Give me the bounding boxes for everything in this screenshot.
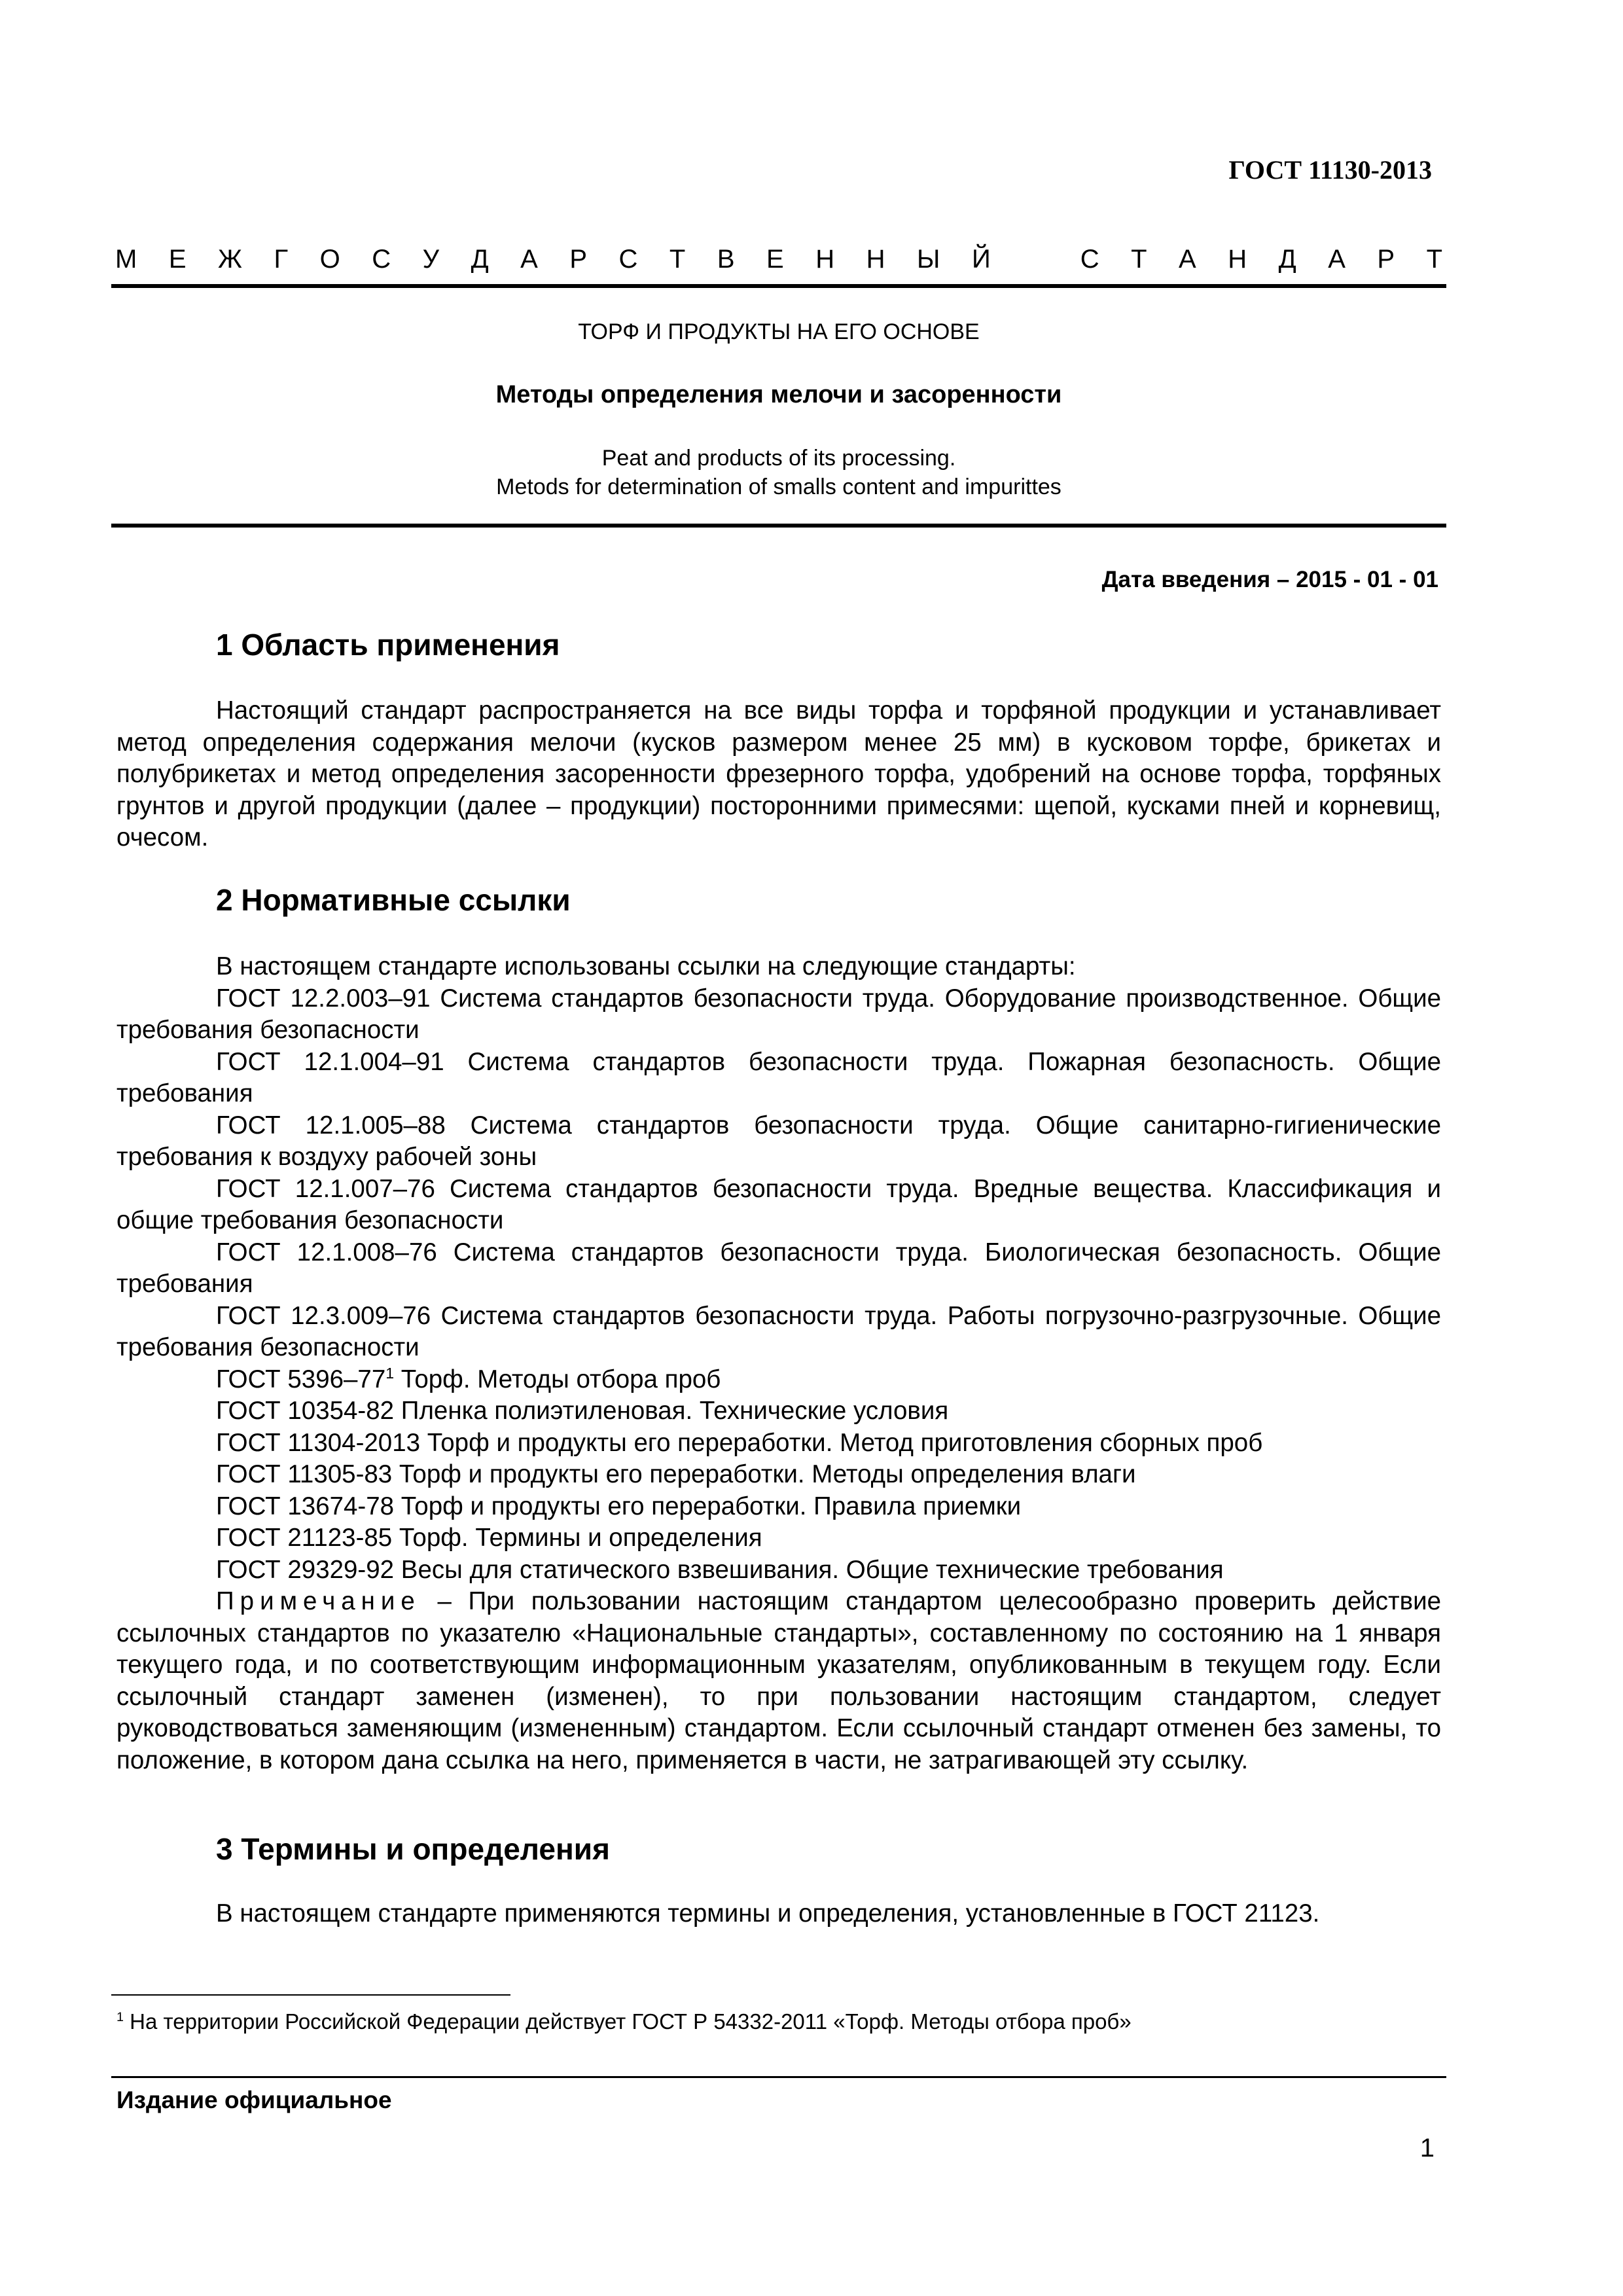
- reference-item: ГОСТ 12.3.009–76 Система стандартов безопасности труда. Работы погрузочно-разгрузочные. Общие требования безопасности: [116, 1301, 1441, 1361]
- reference-item: ГОСТ 12.1.008–76 Система стандартов безопасности труда. Биологическая безопасность. Общие требования: [116, 1238, 1441, 1298]
- english-title-line1: Peat and products of its processing.: [601, 446, 956, 471]
- reference-item: ГОСТ 10354-82 Пленка полиэтиленовая. Технические условия: [216, 1397, 949, 1425]
- references-note: [116, 1586, 1441, 1776]
- title-rule: [111, 524, 1446, 528]
- references-intro: В настоящем стандарте использованы ссылки на следующие стандарты:: [216, 952, 1076, 980]
- note-label: Примечание: [216, 1587, 421, 1615]
- reference-item: ГОСТ 12.2.003–91 Система стандартов безопасности труда. Оборудование производственное. Общие требования безопасности: [116, 984, 1441, 1044]
- interstate-letter: В: [717, 245, 735, 274]
- footnote-marker: 1: [385, 1364, 395, 1382]
- interstate-letter: Р: [569, 245, 588, 274]
- interstate-letter: А: [1179, 245, 1196, 274]
- reference-item: ГОСТ 12.1.005–88 Система стандартов безопасности труда. Общие санитарно-гигиенические требования к воздуху рабочей зоны: [116, 1111, 1441, 1171]
- interstate-letter: Н: [815, 245, 835, 274]
- interstate-letter: Г: [274, 245, 289, 274]
- normative-references: [116, 951, 1441, 1776]
- footnote-mark: 1: [116, 2010, 124, 2024]
- section-2-heading: 2 Нормативные ссылки: [216, 883, 571, 917]
- interstate-letter: Т: [1131, 245, 1147, 274]
- interstate-letter: Ы: [917, 245, 940, 274]
- reference-item: ГОСТ 12.1.007–76 Система стандартов безопасности труда. Вредные вещества. Классификация и общие требования безопасности: [116, 1174, 1441, 1234]
- interstate-letter: Н: [866, 245, 885, 274]
- interstate-letter: С: [1080, 245, 1099, 274]
- interstate-letter: С: [372, 245, 391, 274]
- introduction-date: Дата введения – 2015 - 01 - 01: [1101, 567, 1438, 592]
- document-title: ТОРФ И ПРОДУКТЫ НА ЕГО ОСНОВЕ: [578, 319, 980, 344]
- interstate-letter: Т: [1426, 245, 1442, 274]
- footnote: [116, 2009, 1132, 2034]
- interstate-letter: М: [115, 245, 137, 274]
- document-subtitle: Методы определения мелочи и засоренности: [495, 381, 1062, 408]
- reference-item: ГОСТ 13674-78 Торф и продукты его переработки. Правила приемки: [216, 1492, 1022, 1520]
- interstate-letter: Т: [669, 245, 686, 274]
- document-code: ГОСТ 11130-2013: [1228, 155, 1432, 185]
- interstate-letter: Д: [471, 245, 489, 274]
- section-1-text: Настоящий стандарт распространяется на все виды торфа и торфяной продукции и устанавливает метод определения содержания мелочи (кусков размером менее 25 мм) в кусковом торфе, брикетах и полубрикетах и метод определения засоренности фрезерного торфа, удобрений на основе торфа, торфяных грунтов и другой продукции (далее – продукции) посторонними примесями: щепой, кусками пней и корневищ, очесом.: [116, 696, 1441, 852]
- interstate-letter: Е: [766, 245, 784, 274]
- interstate-letter: А: [1328, 245, 1346, 274]
- interstate-letter: Й: [971, 245, 991, 274]
- interstate-letter: С: [618, 245, 638, 274]
- interstate-letter: О: [319, 245, 340, 274]
- reference-item: ГОСТ 11304-2013 Торф и продукты его переработки. Метод приготовления сборных проб: [216, 1428, 1263, 1457]
- reference-item: ГОСТ 11305-83 Торф и продукты его переработки. Методы определения влаги: [216, 1460, 1136, 1488]
- interstate-letter: Ж: [218, 245, 242, 274]
- interstate-letter: Р: [1377, 245, 1395, 274]
- interstate-letter: Д: [1278, 245, 1296, 274]
- reference-code: ГОСТ 5396–77: [216, 1365, 386, 1393]
- interstate-letter: Н: [1228, 245, 1247, 274]
- english-title-line2: Metods for determination of smalls content and impurittes: [496, 475, 1061, 499]
- interstate-letter: Е: [168, 245, 187, 274]
- interstate-letter: А: [520, 245, 538, 274]
- section-3-heading: 3 Термины и определения: [216, 1832, 610, 1866]
- interstate-letter: У: [422, 245, 440, 274]
- reference-item-gost-5396: [116, 1364, 1441, 1396]
- official-edition-label: Издание официальное: [116, 2087, 392, 2113]
- reference-item: ГОСТ 21123-85 Торф. Термины и определения: [216, 1524, 762, 1552]
- english-title: [111, 444, 1446, 501]
- footnote-separator: [111, 1994, 510, 1996]
- reference-item: ГОСТ 29329-92 Весы для статического взвешивания. Общие технические требования: [216, 1555, 1224, 1584]
- interstate-standard-heading: [115, 245, 1442, 274]
- footer-rule: [111, 2076, 1446, 2078]
- reference-title: Торф. Методы отбора проб: [394, 1365, 721, 1393]
- reference-item: ГОСТ 12.1.004–91 Система стандартов безопасности труда. Пожарная безопасность. Общие требования: [116, 1047, 1441, 1107]
- note-text: – При пользовании настоящим стандартом целесообразно проверить действие ссылочных стандартов по указателю «Национальные стандарты», составленному по состоянию на 1 января текущего года, и по соответствующим информационным указателям, опубликованным в текущем году. Если ссылочный стандарт заменен (изменен), то при пользовании настоящим стандартом, следует руководствоваться заменяющим (измененным) стандартом. Если ссылочный стандарт отменен без замены, то положение, в котором дана ссылка на него, применяется в части, не затрагивающей эту ссылку.: [116, 1587, 1441, 1774]
- section-1-heading: 1 Область применения: [216, 628, 560, 662]
- section-3-text: В настоящем стандарте применяются термины и определения, установленные в ГОСТ 21123.: [216, 1899, 1320, 1928]
- top-rule: [111, 284, 1446, 288]
- footnote-text: На территории Российской Федерации действует ГОСТ Р 54332-2011 «Торф. Методы отбора проб»: [124, 2009, 1132, 2034]
- page-number: 1: [1419, 2134, 1435, 2162]
- interstate-word-gap: [1022, 245, 1048, 274]
